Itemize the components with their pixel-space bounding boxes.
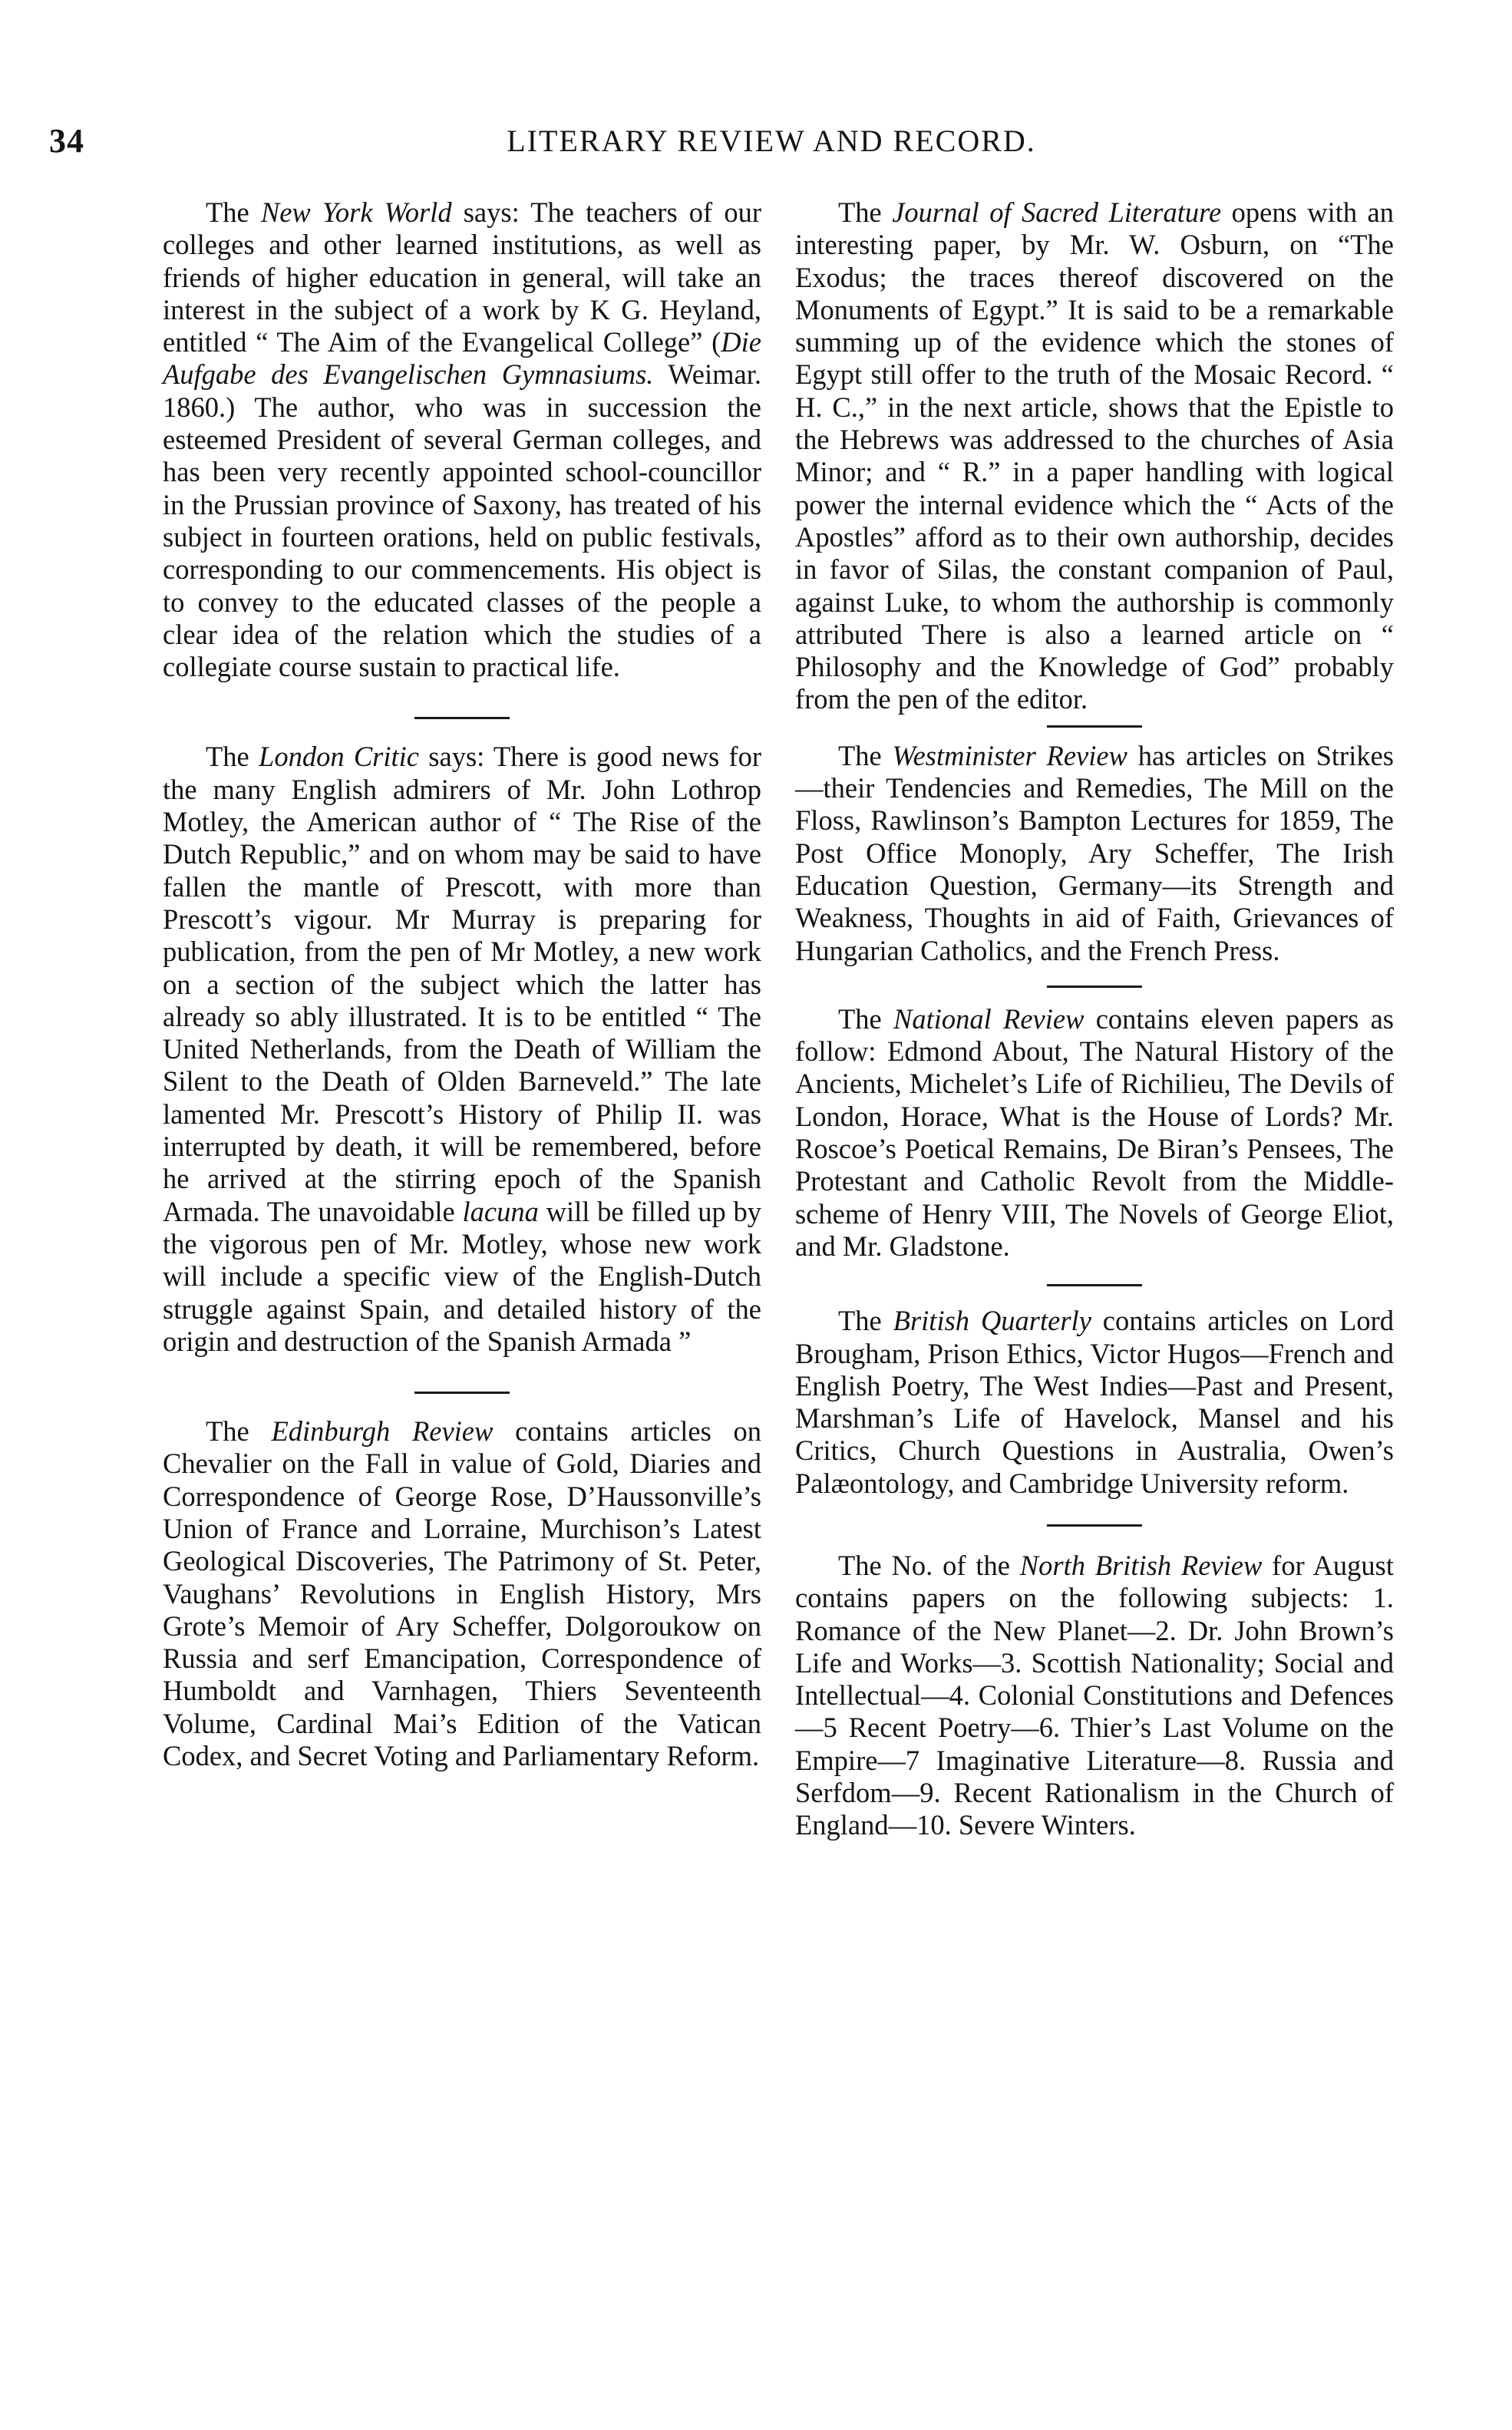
- article-national-review: [795, 1003, 1394, 1263]
- periodical-title: London Critic: [259, 741, 420, 773]
- article-lead: The: [838, 196, 893, 228]
- section-divider: [1047, 725, 1142, 728]
- article-edinburgh-review: [163, 1415, 761, 1772]
- article-lead: The: [206, 741, 259, 773]
- section-divider: [414, 1392, 510, 1394]
- italic-term: lacuna: [462, 1195, 539, 1227]
- section-divider: [414, 717, 510, 719]
- article-lead: The: [838, 739, 893, 771]
- article-text: contains articles on Chevalier on the Fall in value of Gold, Diaries and Correspondence of George Rose, D’Haussonville’s Union of France and Lorraine, Murchison’s Latest Geological Discoveries, The Patrimony of St. Peter, Vaughans’ Revolutions in English History, Mrs Grote’s Memoir of Ary Scheffer, Dolgoroukow on Russia and serf Emancipation, Correspondence of Humboldt and Varnhagen, Thiers Seventeenth Volume, Cardinal Mai’s Edition of the Vatican Codex, and Secret Voting and Parliamentary Reform.: [163, 1415, 762, 1772]
- article-text-continued: Weimar. 1860.) The author, who was in succession the esteemed President of several German colleges, and has been very recently appointed school-councillor in the Prussian province of Saxony, has treated of his subject in fourteen orations, held on public festivals, corresponding to our commencements. His object is to convey to the educated classes of the people a clear idea of the relation which the studies of a collegiate course sustain to practical life.: [163, 358, 761, 683]
- periodical-title: Journal of Sacred Literature: [892, 196, 1222, 228]
- article-new-york-world: [163, 196, 761, 683]
- periodical-title: Edinburgh Review: [271, 1415, 494, 1448]
- article-lead: The: [206, 196, 261, 228]
- article-journal-sacred-literature: [795, 196, 1394, 716]
- right-column: [795, 196, 1394, 1842]
- article-text-continued: will be filled up by the vigorous pen of Mr. Motley, whose new work will include a specific view of the English-Dutch struggle against Spain, and detailed history of the origin and destruction of the Spanish Armada ”: [163, 1195, 762, 1357]
- article-text: opens with an interesting paper, by Mr. W. Osburn, on “The Exodus; the traces thereof discovered on the Monuments of Egypt.” It is said to be a remarkable summing up of the evidence which the stones of Egypt still offer to the truth of the Mosaic Record. “ H. C.,” in the next article, shows that the Epistle to the Hebrews was addressed to the churches of Asia Minor; and “ R.” in a paper handling with logical power the internal evidence which the “ Acts of the Apostles” afford as to their own authorship, decides in favor of Silas, the constant companion of Paul, against Luke, to whom the authorship is commonly attributed There is also a learned article on “ Philosophy and the Knowledge of God” probably from the pen of the editor.: [795, 196, 1395, 715]
- running-head: LITERARY REVIEW AND RECORD.: [507, 124, 1036, 158]
- article-lead: The: [838, 1002, 894, 1035]
- article-london-critic: [163, 741, 761, 1358]
- article-westminister-review: [795, 740, 1394, 967]
- periodical-title: North British Review: [1019, 1549, 1263, 1581]
- article-text: has articles on Strikes—their Tendencies and Remedies, The Mill on the Floss, Rawlinson’s Bampton Lectures for 1859, The Post Office Monoply, Ary Scheffer, The Irish Education Question, Germany—its Strength and Weakness, Thoughts in aid of Faith, Grievances of Hungarian Catholics, and the French Press.: [795, 739, 1394, 966]
- article-text: says: The teachers of our colleges and other learned institutions, as well as friends of higher education in general, will take an interest in the subject of a work by K G. Heyland, entitled “ The Aim of the Evangelical College” (: [163, 196, 761, 358]
- periodical-title: British Quarterly: [893, 1305, 1091, 1337]
- article-text: for August contains papers on the following subjects: 1. Romance of the New Planet—2. Dr. John Brown’s Life and Works—3. Scottish Nationality; Social and Intellectual—4. Colonial Constitutions and Defences—5 Recent Poetry—6. Thier’s Last Volume on the Empire—7 Imaginative Literature—8. Russia and Serfdom—9. Recent Rationalism in the Church of England—10. Severe Winters.: [795, 1549, 1394, 1841]
- periodical-title: Westminister Review: [892, 739, 1127, 771]
- article-text: contains eleven papers as follow: Edmond About, The Natural History of the Ancients, Michelet’s Life of Richilieu, The Devils of London, Horace, What is the House of Lords? Mr. Roscoe’s Poetical Remains, De Biran’s Pensees, The Protestant and Catholic Revolt from the Middle-scheme of Henry VIII, The Novels of George Eliot, and Mr. Gladstone.: [795, 1002, 1395, 1262]
- periodical-title: New York World: [260, 196, 452, 228]
- article-text: says: There is good news for the many English admirers of Mr. John Lothrop Motley, the American author of “ The Rise of the Dutch Republic,” and on whom may be said to have fallen the mantle of Prescott, with more than Prescott’s vigour. Mr Murray is preparing for publication, from the pen of Mr Motley, a new work on a section of the subject which the latter has already so ably illustrated. It is to be entitled “ The United Netherlands, from the Death of William the Silent to the Death of Olden Barneveld.” The late lamented Mr. Prescott’s History of Philip II. was interrupted by death, it will be remembered, before he arrived at the stirring epoch of the Spanish Armada. The unavoidable: [163, 741, 761, 1227]
- page-number: 34: [49, 122, 84, 160]
- article-lead: The: [206, 1415, 272, 1448]
- periodical-title: National Review: [893, 1002, 1084, 1035]
- section-divider: [1047, 1524, 1142, 1527]
- section-divider: [1047, 1284, 1142, 1286]
- left-column: [163, 196, 761, 1772]
- article-lead: The No. of the: [838, 1549, 1020, 1581]
- foreign-book-title: Die Aufgabe des Evangelischen Gymnasiums.: [163, 326, 761, 391]
- article-lead: The: [838, 1305, 893, 1337]
- article-british-quarterly: [795, 1305, 1394, 1500]
- article-north-british-review: [795, 1550, 1394, 1842]
- article-text: contains articles on Lord Brougham, Prison Ethics, Victor Hugos—French and English Poetry, The West Indies—Past and Present, Marshman’s Life of Havelock, Mansel and his Critics, Church Questions in Australia, Owen’s Palæontology, and Cambridge University reform.: [795, 1305, 1394, 1499]
- section-divider: [1047, 986, 1142, 988]
